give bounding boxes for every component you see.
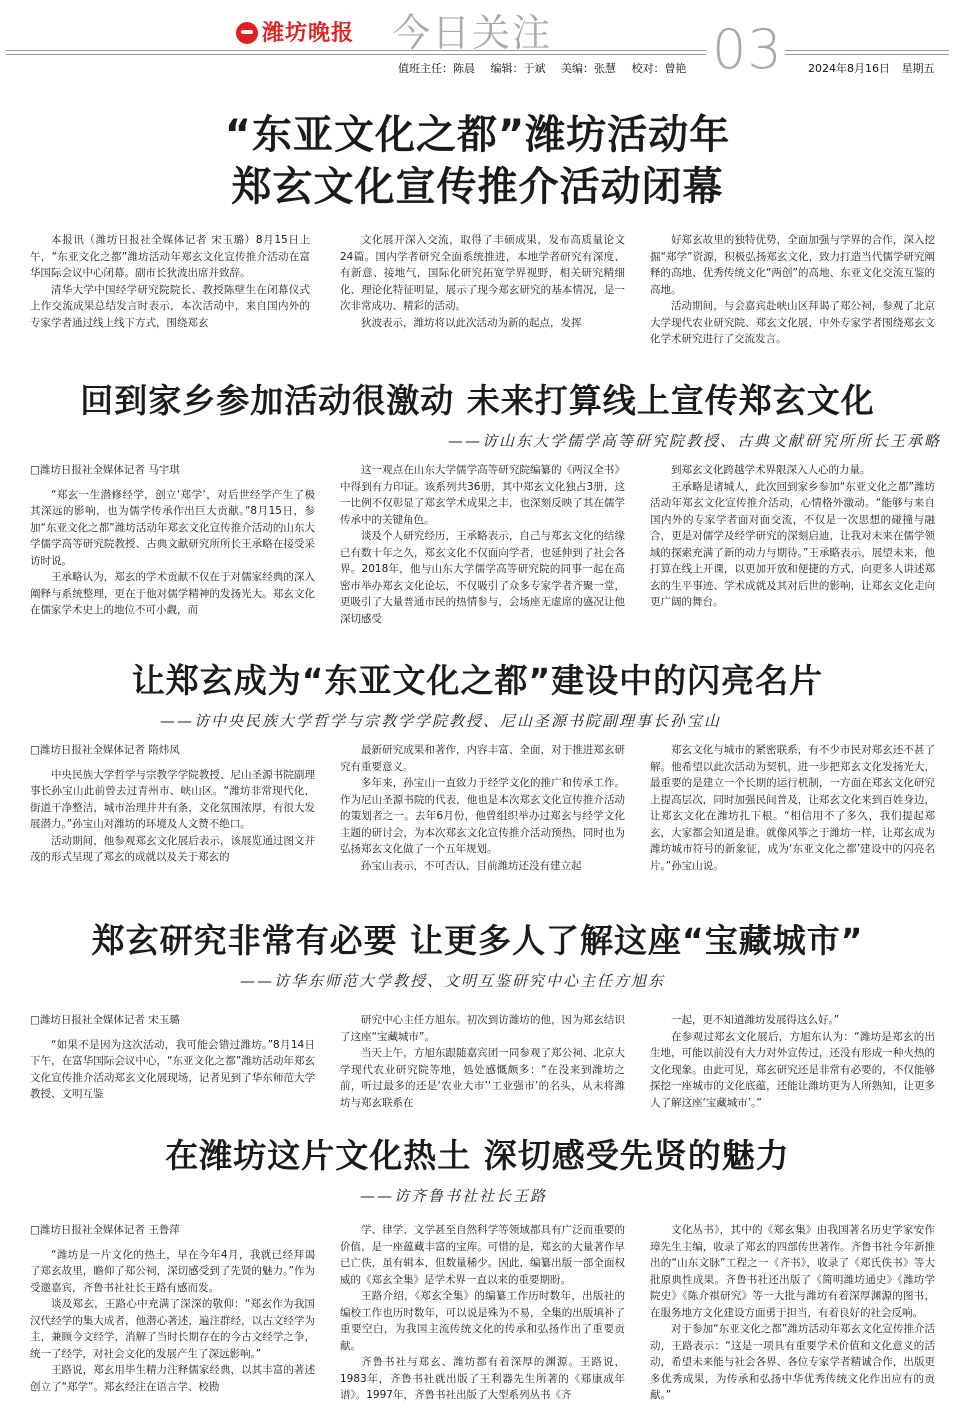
article2-column-1 (30, 742, 315, 900)
editor-credit: 值班主任：陈晨 (398, 62, 475, 75)
paragraph: 一起，更不知道潍坊发展得这么好。” (671, 1014, 840, 1026)
article4-subtitle: ——访齐鲁书社社长王路 (360, 1187, 548, 1205)
newspaper-logo-icon (236, 22, 258, 44)
paragraph: “郑玄一生潜修经学，创立‘郑学’，对后世经学产生了极其深远的影响，也为儒学传承作出巨大贡献。”8月15日，参加“东亚文化之都”潍坊活动年郑玄文化宣传推介活动的山东大学儒学高等研究院教授、古典文献研究所所长王承略在接受采访时说。 (30, 488, 315, 567)
article3-subtitle: ——访华东师范大学教授、文明互鉴研究中心主任方旭东 (240, 972, 666, 990)
article3-headline: 郑玄研究非常有必要 让更多人了解这座“宝藏城市” (91, 921, 864, 960)
article4-column-2 (340, 1222, 625, 1406)
page-number: 03 (712, 18, 783, 81)
paragraph: 多年来，孙宝山一直致力于经学文化的推广和传承工作。作为尼山圣源书院的代表，他也是本次郑玄文化宣传推介活动的策划者之一。去年6月份，他曾组织举办过郑玄与经学文化主题的研讨会，为本次郑玄文化宣传推介活动预热，同时也为弘扬郑玄文化做了一个五年规划。 (340, 777, 625, 855)
article2-subtitle: ——访中央民族大学哲学与宗教学学院教授、尼山圣源书院副理事长孙宝山 (160, 712, 722, 730)
paragraph: 狄波表示，潍坊将以此次活动为新的起点，发挥 (361, 316, 582, 329)
paragraph: “潍坊是一片文化的热土，早在今年4月，我就已经拜谒了郑玄故里，瞻仰了郑公祠，深切感受到了先贤的魅力。”作为受邀嘉宾，齐鲁书社社长王路有感而发。 (30, 1248, 315, 1294)
paragraph: 活动期间，他参观郑玄文化展后表示，该展览通过图文并茂的形式呈现了郑玄的成就以及关于郑玄的 (30, 834, 315, 863)
paragraph: 齐鲁书社与郑玄、潍坊都有着深厚的渊源。王路说，1983年，齐鲁书社就出版了王利器先生所著的《郑康成年谱》。1997年，齐鲁书社出版了大型系列丛书《齐 (340, 1356, 625, 1401)
paragraph: 本报讯（潍坊日报社全媒体记者 宋玉璐）8月15日上午，“东亚文化之都”潍坊活动年郑玄文化宣传推介活动在富华国际会议中心闭幕。副市长狄波出席并致辞。 (30, 234, 310, 279)
lead-title-line1: “东亚文化之都”潍坊活动年 (224, 112, 731, 158)
article1-column-1 (30, 462, 315, 642)
paragraph: 王路说，郑玄用毕生精力注释儒家经典，以其丰富的著述创立了“郑学”。郑玄经注在语言学、校勘 (30, 1364, 315, 1393)
issue-date: 2024年8月16日 (808, 62, 890, 75)
paragraph: 孙宝山表示，不可否认，目前潍坊还没有建立起 (361, 859, 582, 872)
article3-column-1 (30, 1012, 315, 1112)
byline: □潍坊日报社全媒体记者 王鲁萍 (30, 1224, 180, 1236)
editor-credits (398, 60, 699, 76)
article3-column-3 (650, 1012, 935, 1112)
masthead-rule (785, 54, 949, 55)
paragraph: 研究中心主任方旭东。初次到访潍坊的他，因为郑玄结识了这座“宝藏城市”。 (340, 1014, 625, 1043)
paragraph: 中央民族大学哲学与宗教学学院教授、尼山圣源书院副理事长孙宝山此前曾去过青州市、峡山区。“潍坊非常现代化，街道干净整洁，城市治理井井有条，文化氛围浓厚，有很大发展潜力。”孙宝山对潍坊的环境及人文赞不绝口。 (30, 768, 315, 830)
article1-column-3 (650, 462, 935, 642)
paragraph: 王承略是诸城人，此次回到家乡参加“东亚文化之都”潍坊活动年郑玄文化宣传推介活动，心情格外激动。“能够与来自国内外的专家学者面对面交流，不仅是一次思想的碰撞与融合，更是对儒学及经学研究的深刻启迪，让我对未来在儒学领域的探索充满了新的动力与期待。”王承略表示，展望未来，他打算在线上开课，以更加开放和便捷的方式，向更多人讲述郑玄的生平事迹、学术成就及其对后世的影响，让郑玄文化走向更广阔的舞台。 (650, 480, 935, 608)
article2-column-2 (340, 742, 625, 900)
paragraph: 谈及郑玄，王路心中充满了深深的敬仰：“郑玄作为我国汉代经学的集大成者，他潜心著述，遍注群经，以古文经学为主，兼顾今文经学，消解了当时长期存在的今古文经学之争，统一了经学，对社会文化的发展产生了深远影响。” (30, 1298, 315, 1360)
paragraph: 谈及个人研究经历，王承略表示，自己与郑玄文化的结缘已有数十年之久，郑玄文化不仅面向学者，也延伸到了社会各界。2018年，他与山东大学儒学高等研究院的同事一起在高密市举办郑玄文化论坛，不仅吸引了众多专家学者齐聚一堂，更吸引了大量普通市民的热情参与，会场座无虚席的盛况让他深切感受 (340, 530, 625, 625)
paragraph: 郑玄文化与城市的紧密联系，有不少市民对郑玄还不甚了解。他希望以此次活动为契机，进一步把郑玄文化发扬光大，最重要的是建立一个长期的运行机制，一方面在郑玄文化研究上提高层次，同时加强民间普及，让郑玄文化来到百姓身边，让郑玄文化在潍坊扎下根。“相信用不了多久，我们提起郑玄，大家都会知道是谁。就像风筝之于潍坊一样，让郑玄成为潍坊城市符号的新象征，成为‘东亚文化之都’建设中的闪亮名片。”孙宝山说。 (650, 744, 935, 872)
masthead (0, 0, 955, 80)
section-name: 今日关注 (392, 11, 553, 55)
masthead-rule (785, 50, 949, 51)
paragraph: 文化丛书》，其中的《郑玄集》由我国著名历史学家安作璋先生主编，收录了郑玄的四部传世著作。齐鲁书社今年新推出的“山东文脉”工程之一《齐书》，收录了《郑氏佚书》等大批原典性成果。齐鲁书社还出版了《简明潍坊通史》《潍坊学院史》《陈介祺研究》等一大批与潍坊有着深厚渊源的图书，在服务地方文化建设方面勇于担当，有着良好的社会反响。 (650, 1224, 935, 1319)
article1-column-2 (340, 462, 625, 642)
article1-headline: 回到家乡参加活动很激动 未来打算线上宣传郑玄文化 (80, 381, 875, 420)
masthead-rule (6, 54, 706, 55)
lead-column-1 (30, 232, 310, 354)
paragraph: 活动期间，与会嘉宾赴峡山区拜谒了郑公祠，参观了北京大学现代农业研究院、郑玄文化展，中外专家学者围绕郑玄文化学术研究进行了交流发言。 (650, 300, 935, 345)
paragraph: 清华大学中国经学研究院院长、教授陈壁生在闭幕仪式上作交流成果总结发言时表示，本次活动中，来自国内外的专家学者通过线上线下方式，围绕郑玄 (30, 283, 310, 329)
editor-credit: 编辑：于斌 (490, 62, 546, 75)
byline: □潍坊日报社全媒体记者 马宇琪 (30, 464, 180, 476)
article2-headline: 让郑玄成为“东亚文化之都”建设中的闪亮名片 (131, 661, 824, 700)
dateline (800, 60, 935, 76)
article1-subtitle: ——访山东大学儒学高等研究院教授、古典文献研究所所长王承略 (448, 432, 942, 450)
lead-column-3 (650, 232, 935, 354)
paper-name: 潍坊晚报 (262, 20, 355, 46)
paragraph: 学、律学、文学甚至自然科学等领域都具有广泛而重要的价值，是一座蕴藏丰富的宝库。可惜的是，郑玄的大量著作早已亡佚，虽有辑本，但数量稀少。因此，编纂出版一部全面权威的《郑玄全集》是学术界一直以来的重要期盼。 (340, 1224, 625, 1286)
paragraph: 到郑玄文化跨越学术界限深入人心的力量。 (671, 464, 871, 476)
paragraph: 当天上午，方旭东跟随嘉宾团一同参观了郑公祠、北京大学现代农业研究院等地，処处感慨颇多：“在没来到潍坊之前，听过最多的还是‘农业大市’‘工业强市’的名头，从未将潍坊与郑玄联系在 (340, 1047, 625, 1109)
paragraph: 王路介绍，《郑玄全集》的编纂工作历时数年，出版社的编校工作也历时数年，可以说是殊为不易，全集的出版填补了重要空白，为我国主流传统文化的传承和弘扬作出了重要贡献。 (340, 1290, 625, 1352)
byline: □潍坊日报社全媒体记者 宋玉璐 (30, 1014, 180, 1026)
article4-column-1 (30, 1222, 315, 1406)
editor-credit: 校对：曾艳 (631, 62, 687, 75)
paragraph: “如果不是因为这次活动，我可能会错过潍坊。”8月14日下午，在富华国际会议中心，“东亚文化之都”潍坊活动年郑玄文化宣传推介活动郑玄文化展现场，记者见到了华东师范大学教授、文明互鉴 (30, 1038, 315, 1100)
lead-column-2 (340, 232, 625, 354)
paragraph: 最新研究成果和著作，内容丰富、全面，对于推进郑玄研究有重要意义。 (340, 744, 625, 773)
article4-column-3 (650, 1222, 935, 1406)
article4-headline: 在潍坊这片文化热土 深切感受先贤的魅力 (165, 1136, 790, 1175)
paragraph: 对于参加“东亚文化之都”潍坊活动年郑玄文化宣传推介活动，王路表示：“这是一项具有重要学术价值和文化意义的活动，希望未来能与社会各界、各位专家学者精诚合作，出版更多优秀成果，为传承和弘扬中华优秀传统文化作出应有的贡献。” (650, 1323, 935, 1401)
article3-column-2 (340, 1012, 625, 1112)
paragraph: 好郑玄故里的独特优势，全面加强与学界的合作，深入挖掘“郑学”资源，积极弘扬郑玄文化，致力打造当代儒学研究阐释的高地、优秀传统文化“两创”的高地、东亚文化交流互鉴的高地。 (650, 234, 935, 296)
lead-title-line2: 郑玄文化宣传推介活动闭幕 (231, 164, 724, 210)
masthead-rule (6, 50, 706, 51)
paragraph: 文化展开深入交流，取得了丰硕成果，发布高质量论文24篇。国内学者研究全面系统推进，本地学者研究有深度、有新意、接地气，国际化研究拓宽学界视野，相关研究精细化、理论化特征明显，展示了现今郑玄研究的基本情况，是一次非常成功、精彩的活动。 (340, 234, 625, 312)
issue-weekday: 星期五 (901, 62, 935, 75)
paragraph: 王承略认为，郑玄的学术贡献不仅在于对儒家经典的深入阐释与系统整理，更在于他对儒学精神的发扬光大。郑玄文化在儒家学术史上的地位不可小觑，而 (30, 571, 315, 616)
article2-column-3 (650, 742, 935, 900)
paragraph: 这一观点在山东大学儒学高等研究院编纂的《两汉全书》中得到有力印证。该系列共36册，其中郑玄文化独占3册，这一比例不仅彰显了郑玄学术成果之丰，也深刻反映了其在儒学传承中的关键角色。 (340, 464, 625, 526)
paragraph: 在参观过郑玄文化展后，方旭东认为：“潍坊是郑玄的出生地，可能以前没有大力对外宣传过，还没有形成一种火热的文化现象。由此可见，郑玄研究还是非常有必要的，不仅能够探挖一座城市的文化底蕴，还能让潍坊更为人所熟知，让更多人了解这座‘宝藏城市’。” (650, 1030, 935, 1109)
editor-credit: 美编：张慧 (561, 62, 616, 75)
byline: □潍坊日报社全媒体记者 隋炜凤 (30, 744, 180, 756)
